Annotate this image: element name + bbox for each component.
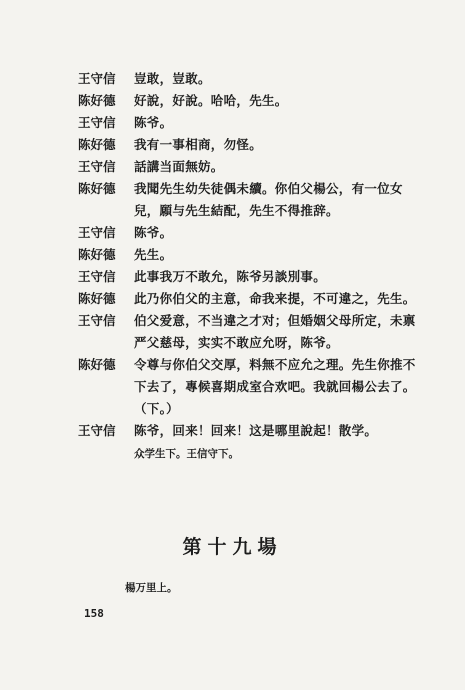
stage-direction: 众学生下。王信守下。 bbox=[134, 448, 239, 460]
dialogue-block bbox=[78, 68, 423, 465]
speaker-name: 王守信 bbox=[78, 423, 116, 438]
dialogue-line bbox=[78, 354, 423, 420]
speech-text: 豈敢，豈敢。 bbox=[134, 71, 211, 86]
dialogue-line bbox=[78, 244, 423, 266]
speech-text: 好說，好說。哈哈，先生。 bbox=[134, 93, 288, 108]
dialogue-line bbox=[78, 112, 423, 134]
speech-text: 我聞先生幼失徒偶未續。你伯父楊公，有一位女兒，願与先生結配，先生不得推辞。 bbox=[134, 181, 403, 218]
speech-text: 我有一事相商，勿怪。 bbox=[134, 137, 263, 152]
speech-text: 先生。 bbox=[134, 247, 173, 262]
speaker-name: 王守信 bbox=[78, 225, 116, 240]
speech-text: 陈爷。 bbox=[134, 225, 173, 240]
dialogue-line bbox=[78, 178, 423, 222]
speaker-name: 王守信 bbox=[78, 269, 116, 284]
dialogue-line bbox=[78, 420, 423, 442]
speech-text: 此乃你伯父的主意，命我来提，不可違之，先生。 bbox=[134, 291, 416, 306]
speaker-name: 王守信 bbox=[78, 115, 116, 130]
speaker-name: 陈好德 bbox=[78, 137, 116, 152]
speaker-name: 陈好德 bbox=[78, 181, 116, 196]
speaker-name: 陈好德 bbox=[78, 247, 116, 262]
page-number: 158 bbox=[84, 607, 104, 620]
speaker-name: 陈好德 bbox=[78, 357, 116, 372]
dialogue-line bbox=[78, 156, 423, 178]
dialogue-line bbox=[78, 288, 423, 310]
dialogue-line bbox=[78, 222, 423, 244]
speaker-name: 王守信 bbox=[78, 159, 116, 174]
speaker-name: 王守信 bbox=[78, 313, 116, 328]
speech-text: 此事我万不敢允，陈爷另談別事。 bbox=[134, 269, 327, 284]
speaker-name: 王守信 bbox=[78, 71, 116, 86]
speech-text: 伯父爱意，不当違之才对；但婚姻父母所定，未禀严父慈母，实实不敢应允呀，陈爷。 bbox=[134, 313, 416, 350]
dialogue-line bbox=[78, 90, 423, 112]
dialogue-line bbox=[78, 134, 423, 156]
speech-text: 話講当面無妨。 bbox=[134, 159, 224, 174]
speech-text: 陈爷。 bbox=[134, 115, 173, 130]
speaker-name: 陈好德 bbox=[78, 93, 116, 108]
speaker-name: 陈好德 bbox=[78, 291, 116, 306]
dialogue-line bbox=[78, 266, 423, 288]
dialogue-line bbox=[78, 68, 423, 90]
speech-text: 令尊与你伯父交厚，料無不应允之理。先生你推不下去了，專候喜期成室合欢吧。我就回楊公去了。（下。） bbox=[134, 357, 416, 416]
speech-text: 陈爷，回来！回来！这是哪里說起！散学。 bbox=[134, 423, 378, 438]
scene-title: 第十九場 bbox=[182, 536, 283, 558]
dialogue-line bbox=[78, 310, 423, 354]
entrance-direction: 楊万里上。 bbox=[125, 582, 178, 594]
